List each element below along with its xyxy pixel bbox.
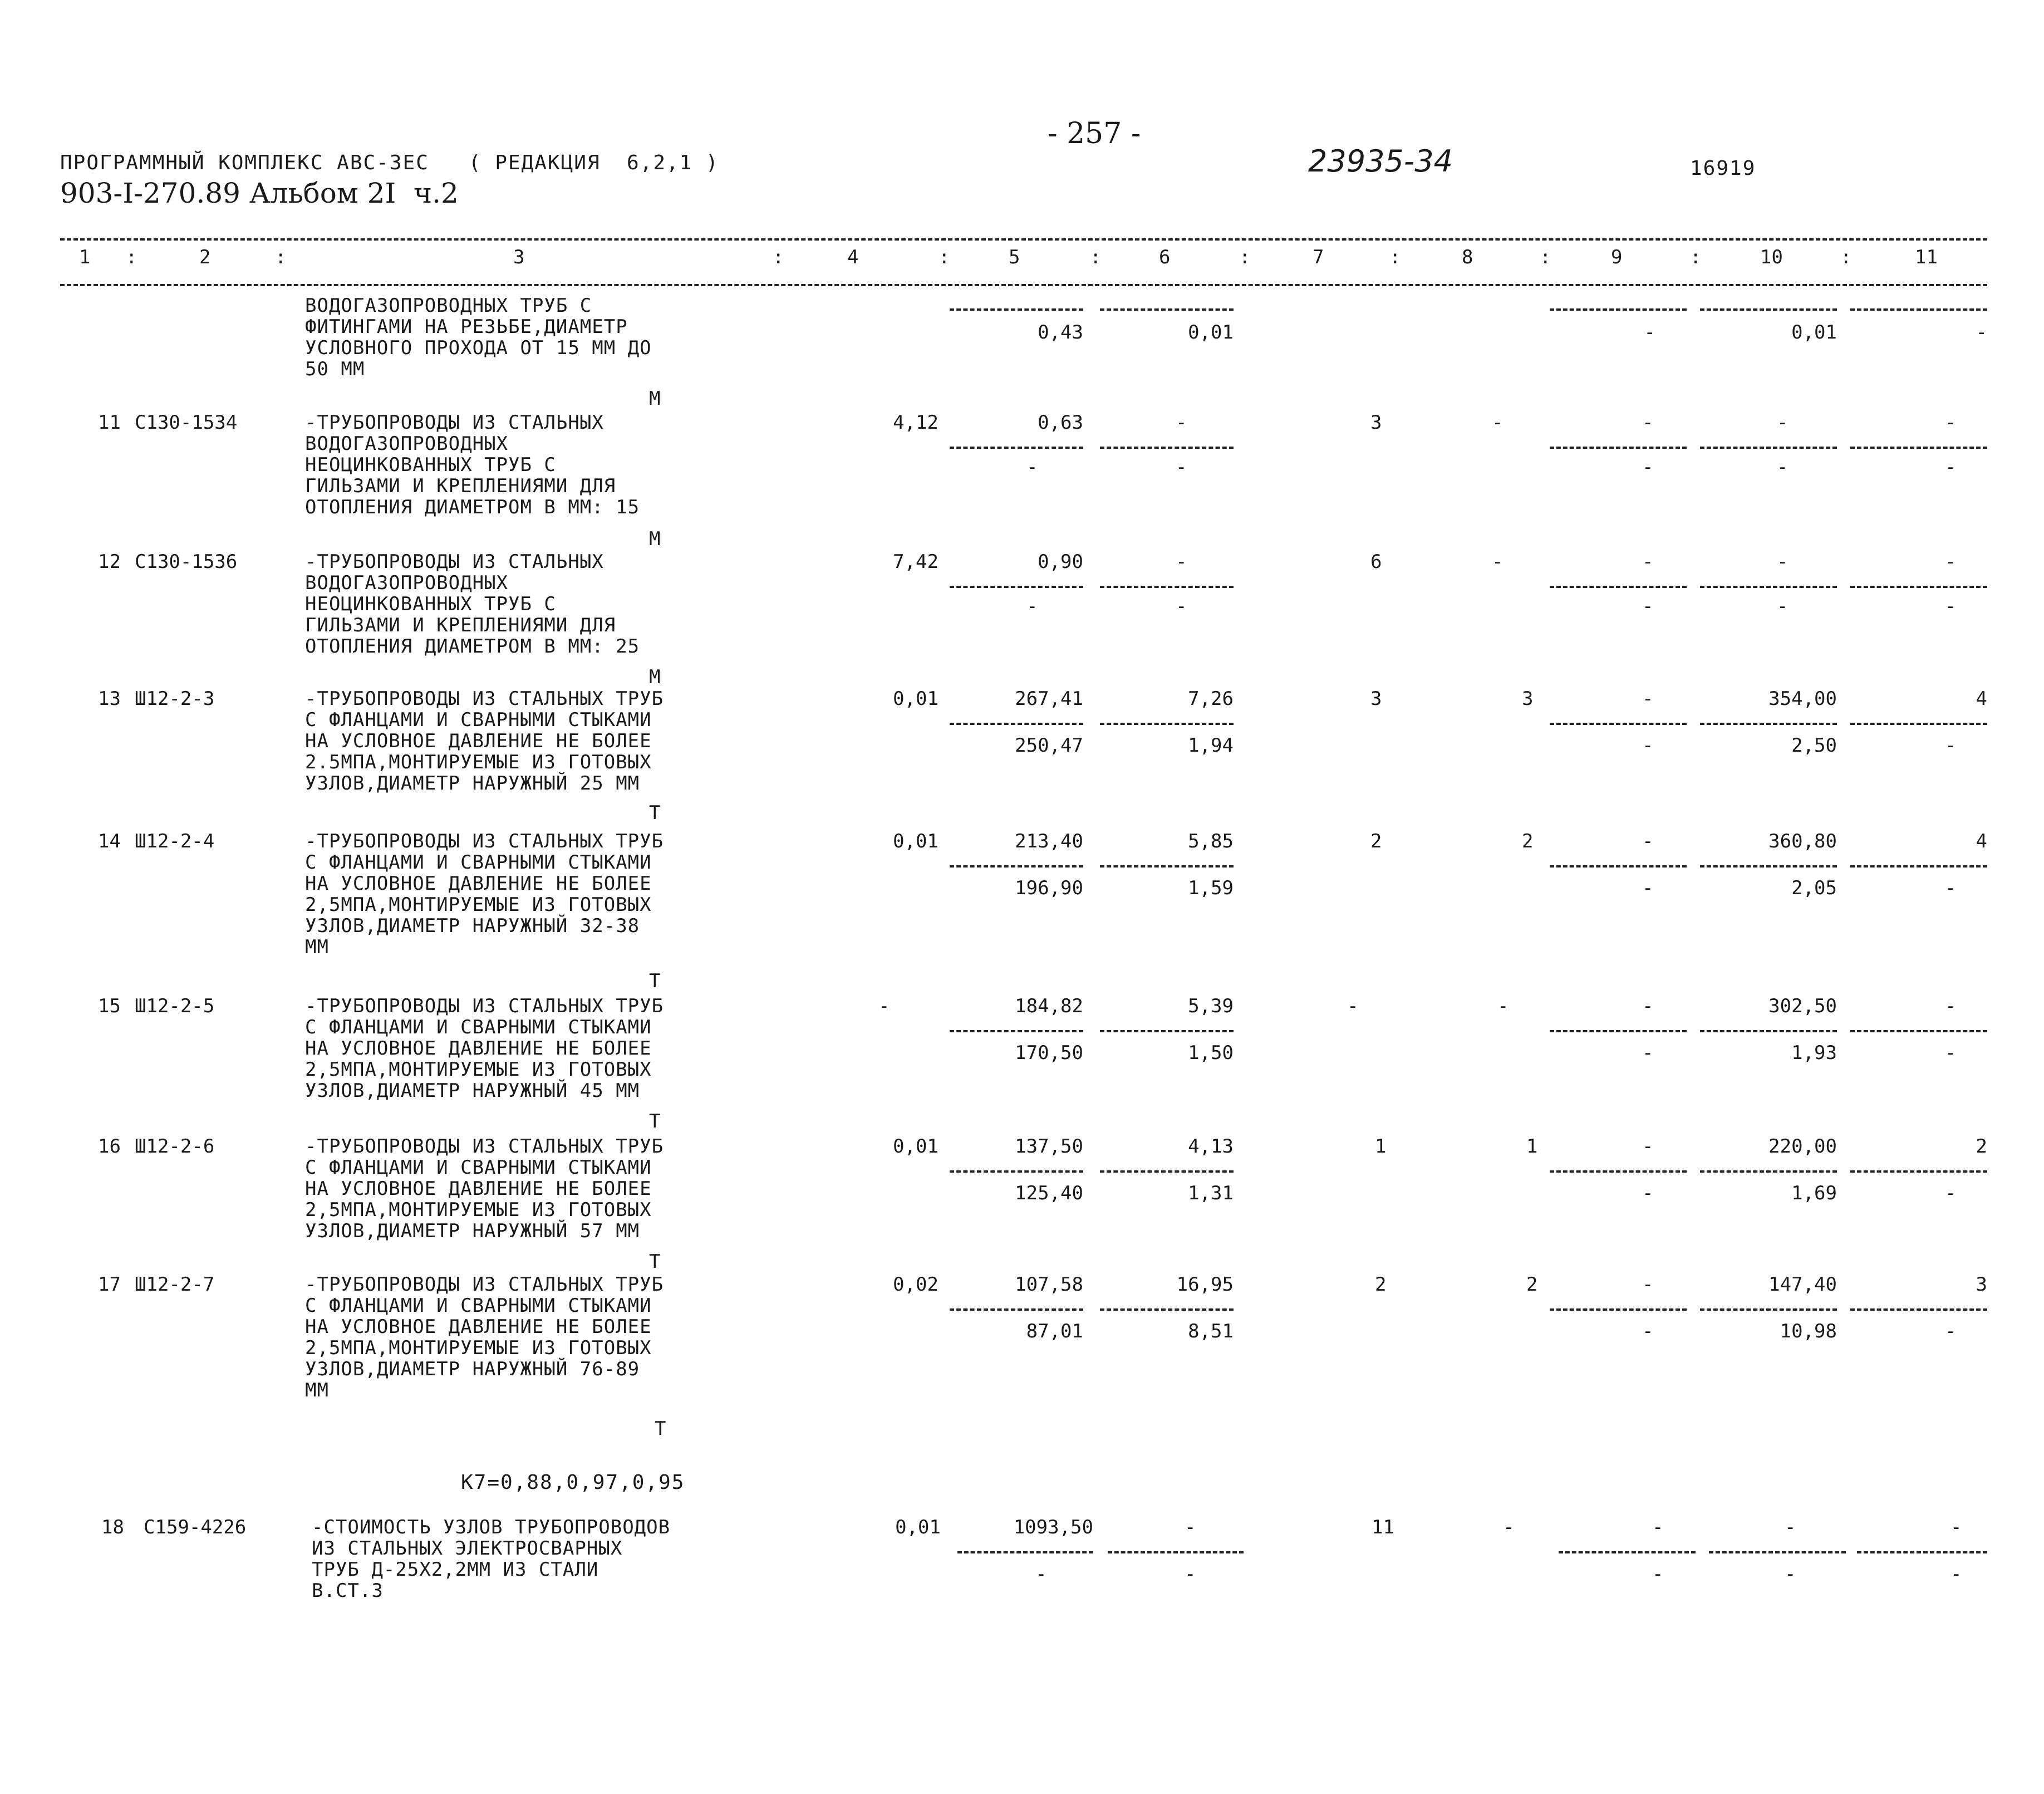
cell-col6-bottom: - <box>1176 456 1187 478</box>
divider <box>950 865 1083 867</box>
cell-col7: 11 <box>1372 1516 1394 1538</box>
row-description: -СТОИМОСТЬ УЗЛОВ ТРУБОПРОВОДОВ ИЗ СТАЛЬНЫХ ЭЛЕКТРОСВАРНЫХ ТРУБ Д-25Х2,2ММ ИЗ СТАЛИ В.СТ.3 <box>312 1516 671 1602</box>
divider <box>1100 723 1234 725</box>
cell-col11-top: 3 <box>1976 1273 1987 1296</box>
cell-col11-bottom: - <box>1945 456 1957 478</box>
cell-col7: 2 <box>1370 830 1382 852</box>
cell-col8: - <box>1492 411 1503 434</box>
col-header-6: 6 <box>1159 246 1171 268</box>
divider <box>1550 1308 1687 1311</box>
col-separator: : <box>773 246 784 268</box>
cell-col8: - <box>1497 995 1509 1017</box>
col-header-3: 3 <box>513 246 525 268</box>
unit-label: Т <box>655 1418 666 1440</box>
unit-label: М <box>649 666 661 688</box>
cell-col10-bottom: - <box>1785 1563 1796 1585</box>
divider <box>1700 447 1837 449</box>
col-separator: : <box>1090 246 1102 268</box>
col-header-2: 2 <box>199 246 211 268</box>
cell-col5-bottom: 170,50 <box>1015 1042 1083 1064</box>
row-code: Ш12-2-7 <box>135 1273 215 1296</box>
cell-col6-top: - <box>1185 1516 1196 1538</box>
divider <box>1850 447 1987 449</box>
divider <box>1100 586 1234 588</box>
cell-col11-top: - <box>1945 551 1957 573</box>
unit-label: М <box>649 528 661 550</box>
cell-col4: 7,42 <box>893 551 939 573</box>
cell-col10-bottom: 1,93 <box>1791 1042 1837 1064</box>
cell-col10-top: - <box>1777 411 1788 434</box>
divider <box>1709 1551 1846 1553</box>
cell-col5-top: 0,90 <box>1038 551 1083 573</box>
cell-col9-top: - <box>1642 411 1654 434</box>
row-number: 17 <box>98 1273 121 1296</box>
sheet-code: 16919 <box>1690 157 1756 180</box>
divider <box>1108 1551 1244 1553</box>
cell-col9-bottom: - <box>1642 456 1654 478</box>
divider <box>950 1170 1083 1173</box>
continuation-description: ВОДОГАЗОПРОВОДНЫХ ТРУБ С ФИТИНГАМИ НА РЕЗЬБЕ,ДИАМЕТР УСЛОВНОГО ПРОХОДА ОТ 15 ММ ДО 50 ММ <box>305 295 652 380</box>
cell-col10-top: 220,00 <box>1768 1135 1837 1158</box>
cell-col10-bottom: 10,98 <box>1780 1320 1837 1342</box>
divider <box>1100 1030 1234 1032</box>
row-code: С159-4226 <box>144 1516 247 1538</box>
divider <box>1850 586 1987 588</box>
col-header-10: 10 <box>1760 246 1783 268</box>
row-number: 13 <box>98 688 121 710</box>
divider <box>1700 723 1837 725</box>
unit-label: Т <box>649 1251 661 1273</box>
col-header-5: 5 <box>1009 246 1020 268</box>
row-description: -ТРУБОПРОВОДЫ ИЗ СТАЛЬНЫХ ВОДОГАЗОПРОВОДНЫХ НЕОЦИНКОВАННЫХ ТРУБ С ГИЛЬЗАМИ И КРЕПЛЕНИЯМИ ДЛЯ ОТОПЛЕНИЯ ДИАМЕТРОМ В ММ: 25 <box>305 551 640 658</box>
divider <box>950 447 1083 449</box>
cell-col5-top: 107,58 <box>1015 1273 1083 1296</box>
divider <box>1550 865 1687 867</box>
cell-col7: 6 <box>1370 551 1382 573</box>
divider <box>1850 1308 1987 1311</box>
cell-col6-top: 5,85 <box>1188 830 1234 852</box>
cell-col7: 1 <box>1375 1135 1387 1158</box>
cell-col4: 0,01 <box>893 830 939 852</box>
cell-col10-bottom: - <box>1777 456 1788 478</box>
col-header-8: 8 <box>1462 246 1473 268</box>
cell-col10-top: 354,00 <box>1768 688 1837 710</box>
row-code: Ш12-2-3 <box>135 688 215 710</box>
coefficients-line: К7=0,88,0,97,0,95 <box>461 1471 685 1494</box>
cell-col11-top: 2 <box>1976 1135 1987 1158</box>
cell-col6-top: 5,39 <box>1188 995 1234 1017</box>
program-line: ПРОГРАММНЫЙ КОМПЛЕКС АВС-3ЕС ( РЕДАКЦИЯ 6,2,1 ) <box>60 151 719 174</box>
divider <box>950 723 1083 725</box>
cell-col6-bottom: 1,31 <box>1188 1182 1234 1204</box>
divider <box>1550 1170 1687 1173</box>
cell-col4: 0,02 <box>893 1273 939 1296</box>
col-separator: : <box>275 246 287 268</box>
divider <box>950 1308 1083 1311</box>
col-header-4: 4 <box>847 246 859 268</box>
col-separator: : <box>1690 246 1702 268</box>
col-header-1: 1 <box>79 246 91 268</box>
cell-col6-bottom: - <box>1176 595 1187 617</box>
cell-col11-bottom: - <box>1945 595 1957 617</box>
cell-col9-bottom: - <box>1642 734 1654 757</box>
row-number: 12 <box>98 551 121 573</box>
cell-col6-top: 7,26 <box>1188 688 1234 710</box>
cell-col7: 3 <box>1370 411 1382 434</box>
divider <box>1700 308 1837 311</box>
divider <box>1550 447 1687 449</box>
cell-col11-bottom: - <box>1945 877 1957 899</box>
cell-col8: 1 <box>1526 1135 1538 1158</box>
cell-col9-bottom: - <box>1642 1182 1654 1204</box>
divider <box>1550 1030 1687 1032</box>
cell-col8: - <box>1492 551 1503 573</box>
row-description: -ТРУБОПРОВОДЫ ИЗ СТАЛЬНЫХ ТРУБ С ФЛАНЦАМИ И СВАРНЫМИ СТЫКАМИ НА УСЛОВНОЕ ДАВЛЕНИЕ НЕ БОЛЕЕ 2.5МПА,МОНТИРУЕМЫЕ ИЗ ГОТОВЫХ УЗЛОВ,ДИАМЕТР НАРУЖНЫЙ 25 ММ <box>305 688 664 795</box>
col-separator: : <box>1840 246 1852 268</box>
cell-col4: 0,01 <box>893 688 939 710</box>
cell-col9-bottom: - <box>1652 1563 1664 1585</box>
divider <box>1100 865 1234 867</box>
cell-col5: 0,43 <box>1038 321 1083 344</box>
cell-col4: 0,01 <box>895 1516 941 1538</box>
row-code: Ш12-2-5 <box>135 995 215 1017</box>
divider <box>1700 1170 1837 1173</box>
cell-col5-top: 0,63 <box>1038 411 1083 434</box>
col-header-7: 7 <box>1313 246 1324 268</box>
cell-col9-top: - <box>1642 688 1654 710</box>
unit-label: Т <box>649 1110 661 1133</box>
col-separator: : <box>1239 246 1251 268</box>
divider <box>1550 723 1687 725</box>
cell-col6-top: 4,13 <box>1188 1135 1234 1158</box>
cell-col11-bottom: - <box>1950 1563 1962 1585</box>
row-description: -ТРУБОПРОВОДЫ ИЗ СТАЛЬНЫХ ТРУБ С ФЛАНЦАМИ И СВАРНЫМИ СТЫКАМИ НА УСЛОВНОЕ ДАВЛЕНИЕ НЕ БОЛЕЕ 2,5МПА,МОНТИРУЕМЫЕ ИЗ ГОТОВЫХ УЗЛОВ,ДИАМЕТР НАРУЖНЫЙ 76-89 ММ <box>305 1273 664 1401</box>
cell-col9-top: - <box>1652 1516 1664 1538</box>
cell-col10-top: - <box>1777 551 1788 573</box>
cell-col11: - <box>1976 321 1987 344</box>
cell-col9-top: - <box>1642 830 1654 852</box>
col-header-9: 9 <box>1611 246 1623 268</box>
cell-col6-bottom: 1,59 <box>1188 877 1234 899</box>
cell-col6-top: - <box>1176 551 1187 573</box>
row-description: -ТРУБОПРОВОДЫ ИЗ СТАЛЬНЫХ ТРУБ С ФЛАНЦАМИ И СВАРНЫМИ СТЫКАМИ НА УСЛОВНОЕ ДАВЛЕНИЕ НЕ БОЛЕЕ 2,5МПА,МОНТИРУЕМЫЕ ИЗ ГОТОВЫХ УЗЛОВ,ДИАМЕТР НАРУЖНЫЙ 57 ММ <box>305 1135 664 1242</box>
cell-col6-bottom: - <box>1185 1563 1196 1585</box>
row-number: 18 <box>101 1516 124 1538</box>
cell-col9-bottom: - <box>1642 595 1654 617</box>
row-number: 11 <box>98 411 121 434</box>
cell-col11-bottom: - <box>1945 1320 1957 1342</box>
cell-col4: - <box>878 995 890 1017</box>
cell-col5-top: 137,50 <box>1015 1135 1083 1158</box>
cell-col8: 3 <box>1522 688 1534 710</box>
cell-col7: - <box>1347 995 1359 1017</box>
header-top-rule <box>60 238 1987 241</box>
divider <box>1850 865 1987 867</box>
cell-col8: 2 <box>1522 830 1534 852</box>
row-code: С130-1536 <box>135 551 238 573</box>
divider <box>1700 586 1837 588</box>
cell-col11-bottom: - <box>1945 1182 1957 1204</box>
cell-col10: 0,01 <box>1791 321 1837 344</box>
col-separator: : <box>126 246 137 268</box>
cell-col5-bottom: - <box>1035 1563 1047 1585</box>
cell-col6-top: 16,95 <box>1176 1273 1234 1296</box>
divider <box>1550 586 1687 588</box>
unit-label: Т <box>649 970 661 992</box>
unit-label: М <box>649 388 661 410</box>
cell-col9-top: - <box>1642 995 1654 1017</box>
cell-col6-top: - <box>1176 411 1187 434</box>
col-separator: : <box>1389 246 1401 268</box>
cell-col5-bottom: 87,01 <box>1026 1320 1083 1342</box>
divider <box>1100 1308 1234 1311</box>
cell-col8: - <box>1503 1516 1515 1538</box>
row-code: Ш12-2-4 <box>135 830 215 852</box>
cell-col11-bottom: - <box>1945 734 1957 757</box>
row-code: С130-1534 <box>135 411 238 434</box>
cell-col5-top: 184,82 <box>1015 995 1083 1017</box>
cell-col4: 4,12 <box>893 411 939 434</box>
divider <box>950 308 1083 311</box>
cell-col10-top: - <box>1785 1516 1796 1538</box>
cell-col10-bottom: 2,05 <box>1791 877 1837 899</box>
cell-col11-bottom: - <box>1945 1042 1957 1064</box>
cell-col10-bottom: 1,69 <box>1791 1182 1837 1204</box>
row-number: 15 <box>98 995 121 1017</box>
cell-col11-top: - <box>1945 411 1957 434</box>
row-number: 14 <box>98 830 121 852</box>
cell-col9-bottom: - <box>1642 1042 1654 1064</box>
divider <box>950 1030 1083 1032</box>
cell-col11-top: - <box>1945 995 1957 1017</box>
row-description: -ТРУБОПРОВОДЫ ИЗ СТАЛЬНЫХ ТРУБ С ФЛАНЦАМИ И СВАРНЫМИ СТЫКАМИ НА УСЛОВНОЕ ДАВЛЕНИЕ НЕ БОЛЕЕ 2,5МПА,МОНТИРУЕМЫЕ ИЗ ГОТОВЫХ УЗЛОВ,ДИАМЕТР НАРУЖНЫЙ 45 ММ <box>305 995 664 1102</box>
row-code: Ш12-2-6 <box>135 1135 215 1158</box>
divider <box>1550 308 1687 311</box>
cell-col5-bottom: 196,90 <box>1015 877 1083 899</box>
row-description: -ТРУБОПРОВОДЫ ИЗ СТАЛЬНЫХ ВОДОГАЗОПРОВОДНЫХ НЕОЦИНКОВАННЫХ ТРУБ С ГИЛЬЗАМИ И КРЕПЛЕНИЯМИ ДЛЯ ОТОПЛЕНИЯ ДИАМЕТРОМ В ММ: 15 <box>305 411 640 518</box>
cell-col6-bottom: 8,51 <box>1188 1320 1234 1342</box>
document-code: 23935-34 <box>1308 144 1453 179</box>
page-number: - 257 - <box>1048 117 1141 150</box>
col-separator: : <box>1540 246 1551 268</box>
cell-col6-bottom: 1,50 <box>1188 1042 1234 1064</box>
cell-col9-top: - <box>1642 1273 1654 1296</box>
cell-col5-bottom: - <box>1026 456 1038 478</box>
cell-col10-top: 360,80 <box>1768 830 1837 852</box>
cell-col8: 2 <box>1526 1273 1538 1296</box>
divider <box>1700 1308 1837 1311</box>
cell-col7: 2 <box>1375 1273 1387 1296</box>
cell-col5-top: 213,40 <box>1015 830 1083 852</box>
cell-col11-top: 4 <box>1976 830 1987 852</box>
cell-col9-top: - <box>1642 551 1654 573</box>
row-number: 16 <box>98 1135 121 1158</box>
album-line: 903-I-270.89 Альбом 2I ч.2 <box>60 177 459 209</box>
cell-col4: 0,01 <box>893 1135 939 1158</box>
divider <box>1850 723 1987 725</box>
cell-col5-top: 1093,50 <box>1013 1516 1093 1538</box>
cell-col9-top: - <box>1642 1135 1654 1158</box>
row-description: -ТРУБОПРОВОДЫ ИЗ СТАЛЬНЫХ ТРУБ С ФЛАНЦАМИ И СВАРНЫМИ СТЫКАМИ НА УСЛОВНОЕ ДАВЛЕНИЕ НЕ БОЛЕЕ 2,5МПА,МОНТИРУЕМЫЕ ИЗ ГОТОВЫХ УЗЛОВ,ДИАМЕТР НАРУЖНЫЙ 32-38 ММ <box>305 830 664 958</box>
cell-col9-bottom: - <box>1642 877 1654 899</box>
divider <box>1100 447 1234 449</box>
cell-col9: - <box>1644 321 1655 344</box>
cell-col11-top: 4 <box>1976 688 1987 710</box>
divider <box>1850 308 1987 311</box>
cell-col5-bottom: 125,40 <box>1015 1182 1083 1204</box>
divider <box>1100 1170 1234 1173</box>
cell-col5-top: 267,41 <box>1015 688 1083 710</box>
cell-col10-bottom: 2,50 <box>1791 734 1837 757</box>
cell-col5-bottom: 250,47 <box>1015 734 1083 757</box>
cell-col9-bottom: - <box>1642 1320 1654 1342</box>
header-bottom-rule <box>60 284 1987 286</box>
divider <box>1700 865 1837 867</box>
divider <box>957 1551 1093 1553</box>
col-separator: : <box>939 246 950 268</box>
cell-col11-top: - <box>1950 1516 1962 1538</box>
cell-col7: 3 <box>1370 688 1382 710</box>
cell-col10-top: 147,40 <box>1768 1273 1837 1296</box>
cell-col6-bottom: 1,94 <box>1188 734 1234 757</box>
divider <box>1100 308 1234 311</box>
divider <box>950 586 1083 588</box>
divider <box>1850 1170 1987 1173</box>
divider <box>1857 1551 1987 1553</box>
divider <box>1559 1551 1696 1553</box>
col-header-11: 11 <box>1915 246 1938 268</box>
divider <box>1700 1030 1837 1032</box>
cell-col5-bottom: - <box>1026 595 1038 617</box>
cell-col10-bottom: - <box>1777 595 1788 617</box>
divider <box>1850 1030 1987 1032</box>
unit-label: Т <box>649 802 661 824</box>
cell-col6: 0,01 <box>1188 321 1234 344</box>
cell-col10-top: 302,50 <box>1768 995 1837 1017</box>
